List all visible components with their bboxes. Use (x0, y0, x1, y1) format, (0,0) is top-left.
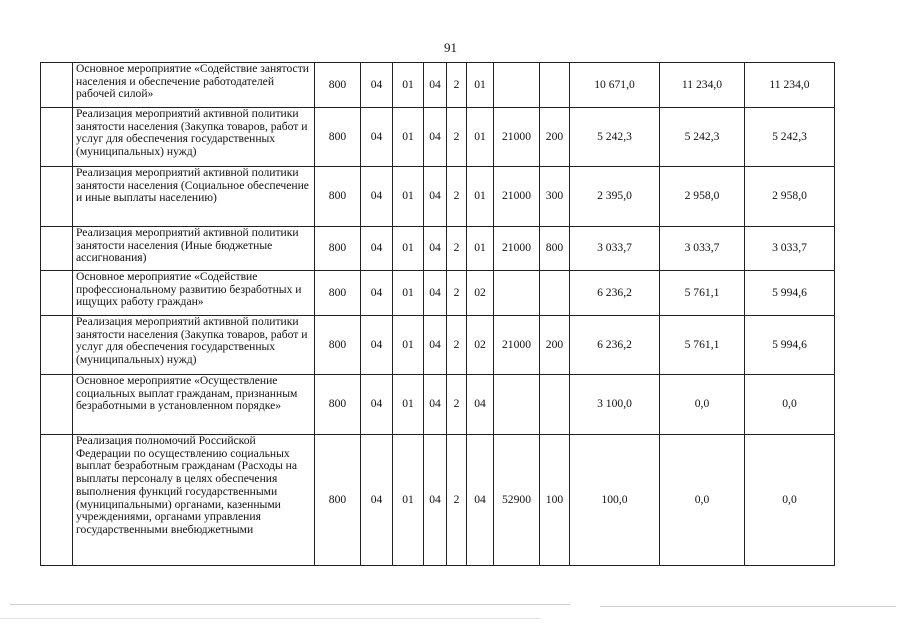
row-c4-cell: 04 (424, 167, 447, 227)
row-c4-cell: 04 (424, 63, 447, 108)
row-c8-cell (540, 375, 570, 435)
row-c7-cell: 21000 (494, 108, 540, 167)
row-c4-cell: 04 (424, 227, 447, 271)
row-v2-cell: 2 958,0 (660, 167, 745, 227)
row-name-cell: Реализация мероприятий активной политики занятости населения (Социальное обеспечение и иные выплаты населению) (73, 167, 315, 227)
row-v3-cell: 5 242,3 (745, 108, 835, 167)
row-c3-cell: 01 (393, 435, 424, 566)
row-c1-cell: 800 (315, 227, 361, 271)
row-name-cell: Основное мероприятие «Содействие занятости населения и обеспечение работодателей рабочей силой» (73, 63, 315, 108)
row-c6-cell: 01 (467, 227, 494, 271)
row-v1-cell: 6 236,2 (570, 316, 660, 375)
row-blank-cell (41, 63, 73, 108)
row-c7-cell: 21000 (494, 227, 540, 271)
row-v2-cell: 5 761,1 (660, 316, 745, 375)
row-c3-cell: 01 (393, 108, 424, 167)
row-c2-cell: 04 (361, 435, 393, 566)
row-c1-cell: 800 (315, 108, 361, 167)
row-c8-cell: 300 (540, 167, 570, 227)
row-v2-cell: 3 033,7 (660, 227, 745, 271)
row-blank-cell (41, 108, 73, 167)
row-blank-cell (41, 316, 73, 375)
row-c1-cell: 800 (315, 435, 361, 566)
row-v1-cell: 3 100,0 (570, 375, 660, 435)
table-row (41, 63, 835, 108)
row-name-cell: Основное мероприятие «Осуществление социальных выплат гражданам, признанным безработными в установленном порядке» (73, 375, 315, 435)
row-c2-cell: 04 (361, 167, 393, 227)
row-v1-cell: 3 033,7 (570, 227, 660, 271)
row-c1-cell: 800 (315, 63, 361, 108)
row-c5-cell: 2 (447, 63, 467, 108)
row-v1-cell: 6 236,2 (570, 271, 660, 316)
row-c5-cell: 2 (447, 271, 467, 316)
row-c8-cell: 200 (540, 316, 570, 375)
row-c7-cell: 52900 (494, 435, 540, 566)
row-c6-cell: 01 (467, 108, 494, 167)
row-blank-cell (41, 227, 73, 271)
table-row (41, 375, 835, 435)
table-row (41, 316, 835, 375)
row-c4-cell: 04 (424, 271, 447, 316)
row-c8-cell (540, 271, 570, 316)
row-c3-cell: 01 (393, 167, 424, 227)
row-c3-cell: 01 (393, 316, 424, 375)
row-c2-cell: 04 (361, 63, 393, 108)
row-c2-cell: 04 (361, 316, 393, 375)
row-c8-cell (540, 63, 570, 108)
row-c5-cell: 2 (447, 227, 467, 271)
table-row (41, 271, 835, 316)
row-v3-cell: 2 958,0 (745, 167, 835, 227)
row-v3-cell: 11 234,0 (745, 63, 835, 108)
page-number: 91 (444, 40, 457, 55)
row-c1-cell: 800 (315, 375, 361, 435)
row-c2-cell: 04 (361, 108, 393, 167)
row-c2-cell: 04 (361, 271, 393, 316)
table-body (41, 63, 835, 566)
row-name-cell: Основное мероприятие «Содействие профессиональному развитию безработных и ищущих работу граждан» (73, 271, 315, 316)
row-name-cell: Реализация полномочий Российской Федерации по осуществлению социальных выплат безработным гражданам (Расходы на выплаты персоналу в целях обеспечения выполнения функций государственными (муниципальными) органами, казенными учреждениями, органами управления государственными внебюджетными (73, 435, 315, 566)
row-c6-cell: 01 (467, 63, 494, 108)
row-c4-cell: 04 (424, 316, 447, 375)
row-blank-cell (41, 271, 73, 316)
row-c6-cell: 01 (467, 167, 494, 227)
row-v2-cell: 0,0 (660, 435, 745, 566)
scan-artifact-line (600, 606, 896, 607)
row-name-cell: Реализация мероприятий активной политики занятости населения (Иные бюджетные ассигнования) (73, 227, 315, 271)
row-c7-cell (494, 271, 540, 316)
row-v2-cell: 11 234,0 (660, 63, 745, 108)
row-v3-cell: 0,0 (745, 435, 835, 566)
row-c1-cell: 800 (315, 316, 361, 375)
row-c5-cell: 2 (447, 375, 467, 435)
row-v2-cell: 5 761,1 (660, 271, 745, 316)
row-c5-cell: 2 (447, 167, 467, 227)
row-c2-cell: 04 (361, 375, 393, 435)
row-c6-cell: 02 (467, 316, 494, 375)
row-v2-cell: 0,0 (660, 375, 745, 435)
row-c8-cell: 200 (540, 108, 570, 167)
row-c3-cell: 01 (393, 227, 424, 271)
row-v3-cell: 3 033,7 (745, 227, 835, 271)
row-c5-cell: 2 (447, 435, 467, 566)
table-row (41, 167, 835, 227)
row-v2-cell: 5 242,3 (660, 108, 745, 167)
table-row (41, 227, 835, 271)
row-v3-cell: 5 994,6 (745, 316, 835, 375)
row-v3-cell: 5 994,6 (745, 271, 835, 316)
row-c4-cell: 04 (424, 375, 447, 435)
table-row (41, 435, 835, 566)
row-name-cell: Реализация мероприятий активной политики занятости населения (Закупка товаров, работ и услуг для обеспечения государственных (муниципальных) нужд) (73, 316, 315, 375)
row-blank-cell (41, 375, 73, 435)
row-v1-cell: 2 395,0 (570, 167, 660, 227)
row-c6-cell: 04 (467, 435, 494, 566)
scan-artifact-line (10, 604, 570, 605)
row-name-cell: Реализация мероприятий активной политики занятости населения (Закупка товаров, работ и услуг для обеспечения государственных (муниципальных) нужд) (73, 108, 315, 167)
row-c2-cell: 04 (361, 227, 393, 271)
scan-artifact-line (0, 618, 540, 619)
table-row (41, 108, 835, 167)
row-c7-cell (494, 375, 540, 435)
row-v1-cell: 5 242,3 (570, 108, 660, 167)
row-c1-cell: 800 (315, 271, 361, 316)
row-c4-cell: 04 (424, 435, 447, 566)
row-c3-cell: 01 (393, 63, 424, 108)
row-v1-cell: 10 671,0 (570, 63, 660, 108)
row-v1-cell: 100,0 (570, 435, 660, 566)
row-v3-cell: 0,0 (745, 375, 835, 435)
row-c1-cell: 800 (315, 167, 361, 227)
row-c5-cell: 2 (447, 108, 467, 167)
row-c6-cell: 04 (467, 375, 494, 435)
row-c6-cell: 02 (467, 271, 494, 316)
row-blank-cell (41, 435, 73, 566)
row-c7-cell: 21000 (494, 316, 540, 375)
row-c5-cell: 2 (447, 316, 467, 375)
row-c7-cell (494, 63, 540, 108)
row-c4-cell: 04 (424, 108, 447, 167)
row-c8-cell: 800 (540, 227, 570, 271)
row-c7-cell: 21000 (494, 167, 540, 227)
row-c3-cell: 01 (393, 375, 424, 435)
row-c8-cell: 100 (540, 435, 570, 566)
row-c3-cell: 01 (393, 271, 424, 316)
row-blank-cell (41, 167, 73, 227)
budget-table (40, 62, 835, 566)
